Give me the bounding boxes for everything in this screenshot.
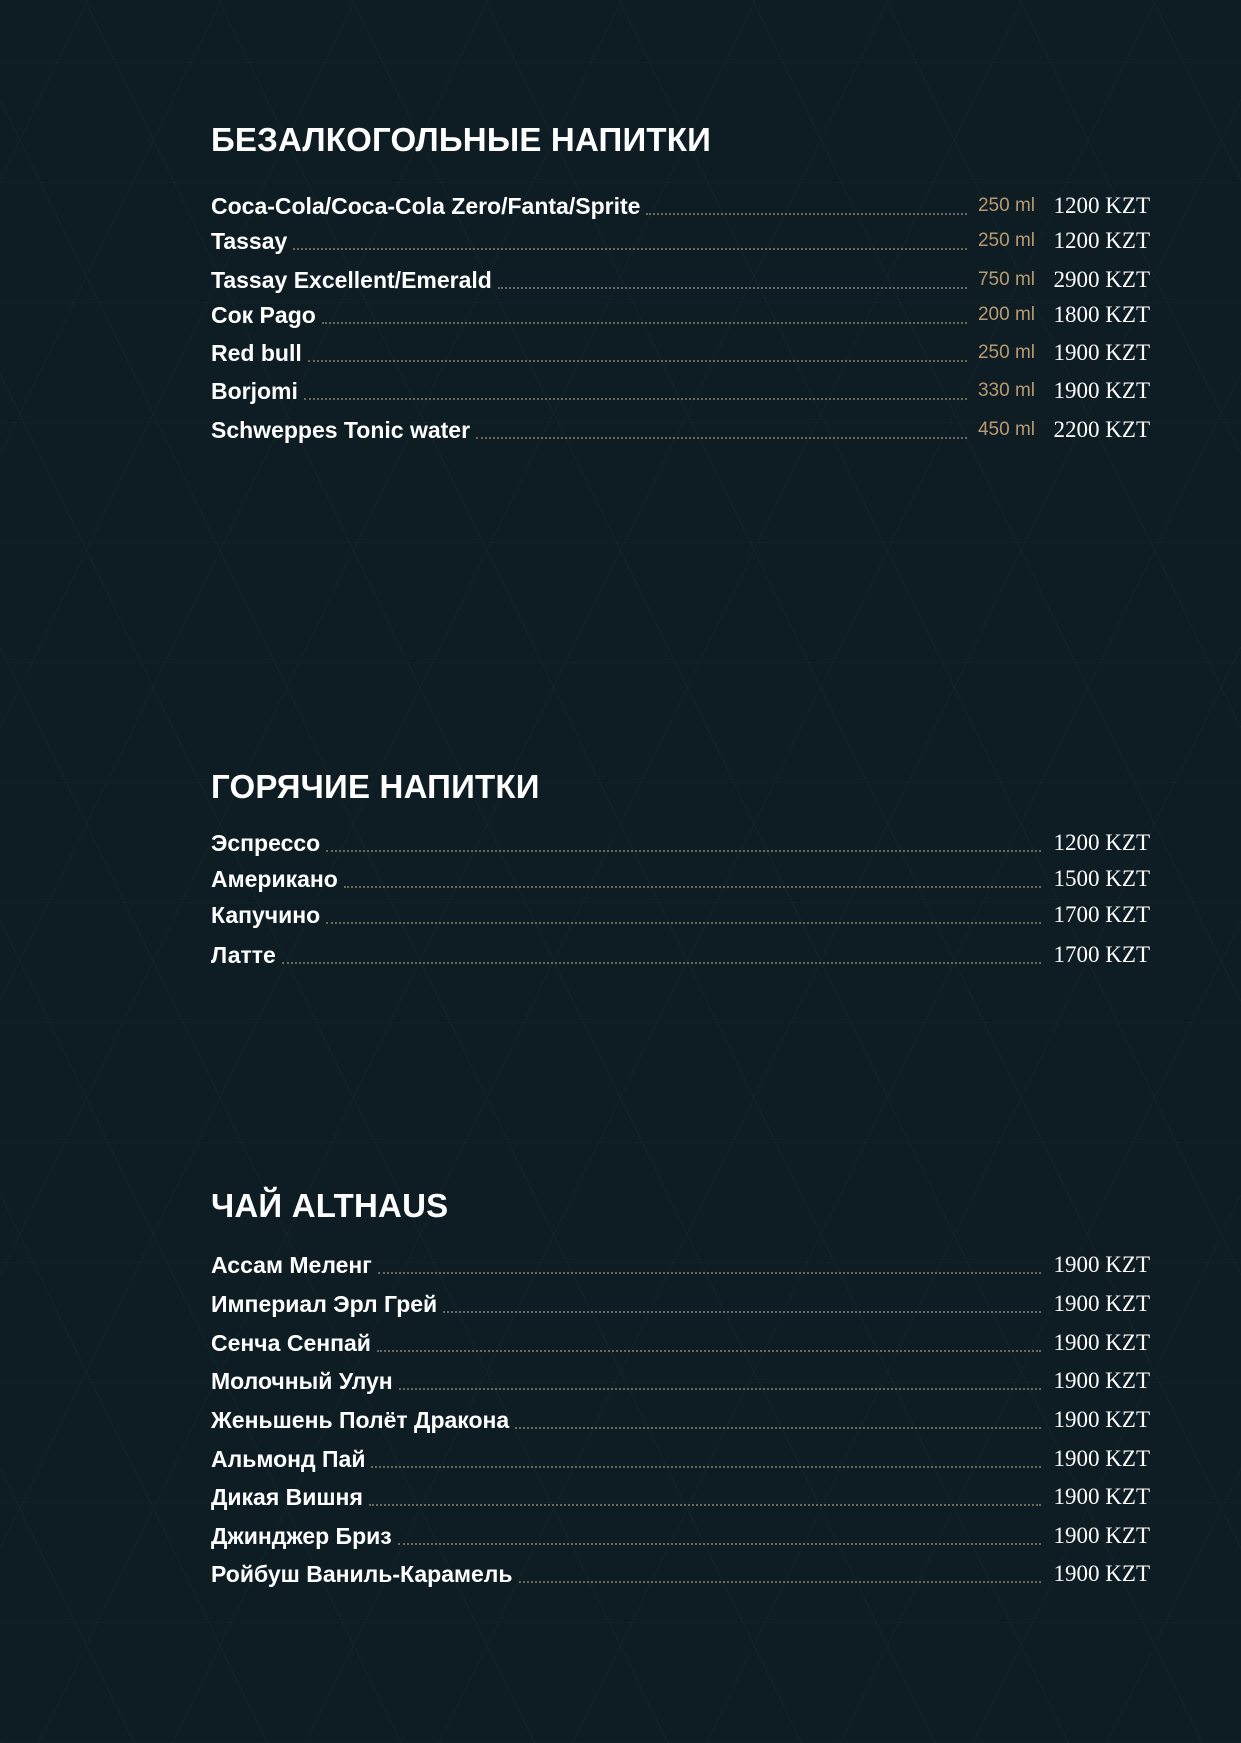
section-title: ЧАЙ ALTHAUS	[211, 1187, 449, 1224]
item-name: Coca-Cola/Coca-Cola Zero/Fanta/Sprite	[211, 193, 641, 219]
item-price: 1700 KZT	[1053, 942, 1150, 967]
menu-item	[211, 863, 1150, 893]
section-soft-drinks	[211, 120, 1150, 443]
menu-item	[211, 1327, 1150, 1357]
menu-item	[211, 1365, 1150, 1395]
menu-item	[211, 190, 1150, 220]
dotted-leader	[378, 1271, 1041, 1274]
menu-item	[211, 337, 1150, 367]
item-price: 2900 KZT	[1053, 267, 1150, 292]
item-volume: 750 ml	[977, 269, 1035, 290]
dotted-leader	[443, 1310, 1041, 1313]
menu-item	[211, 1288, 1150, 1318]
item-name: Borjomi	[211, 378, 298, 404]
section-title: ГОРЯЧИЕ НАПИТКИ	[211, 768, 540, 805]
item-volume: 250 ml	[977, 342, 1035, 363]
menu-item	[211, 375, 1150, 405]
dotted-leader	[646, 212, 967, 215]
item-price: 1900 KZT	[1053, 1368, 1150, 1393]
item-price: 1900 KZT	[1053, 1330, 1150, 1355]
item-price: 1700 KZT	[1053, 902, 1150, 927]
dotted-leader	[344, 885, 1041, 888]
dotted-leader	[308, 359, 967, 362]
item-price: 1900 KZT	[1053, 1407, 1150, 1432]
menu-item	[211, 414, 1150, 444]
item-price: 1900 KZT	[1053, 1446, 1150, 1471]
dotted-leader	[519, 1580, 1041, 1583]
item-name: Tassay Excellent/Emerald	[211, 267, 492, 293]
item-name: Дикая Вишня	[211, 1484, 363, 1510]
item-name: Альмонд Пай	[211, 1446, 366, 1472]
item-price: 1900 KZT	[1053, 1291, 1150, 1316]
item-name: Ройбуш Ваниль-Карамель	[211, 1561, 513, 1587]
dotted-leader	[326, 921, 1041, 924]
item-price: 1900 KZT	[1053, 1523, 1150, 1548]
item-name: Ассам Меленг	[211, 1252, 372, 1278]
item-price: 1900 KZT	[1053, 378, 1150, 403]
item-volume: 450 ml	[977, 419, 1035, 440]
item-price: 1200 KZT	[1053, 830, 1150, 855]
menu-item	[211, 939, 1150, 969]
menu-item	[211, 1249, 1150, 1279]
item-name: Tassay	[211, 228, 288, 254]
item-volume: 330 ml	[977, 380, 1035, 401]
item-name: Джинджер Бриз	[211, 1523, 392, 1549]
item-name: Женьшень Полёт Дракона	[211, 1407, 510, 1433]
dotted-leader	[498, 286, 967, 289]
item-price: 2200 KZT	[1053, 417, 1150, 442]
item-name: Эспрессо	[211, 830, 321, 856]
item-price: 1200 KZT	[1053, 193, 1150, 218]
section-title: БЕЗАЛКОГОЛЬНЫЕ НАПИТКИ	[211, 121, 711, 158]
menu-item	[211, 1558, 1150, 1588]
section-althaus-tea	[211, 1186, 1150, 1587]
dotted-leader	[293, 247, 967, 250]
item-price: 1900 KZT	[1053, 340, 1150, 365]
dotted-leader	[371, 1465, 1041, 1468]
item-volume: 250 ml	[977, 230, 1035, 251]
item-volume: 200 ml	[977, 304, 1035, 325]
item-name: Молочный Улун	[211, 1368, 393, 1394]
item-price: 1500 KZT	[1053, 866, 1150, 891]
menu-item	[211, 225, 1150, 255]
menu-item	[211, 1443, 1150, 1473]
dotted-leader	[304, 397, 967, 400]
dotted-leader	[399, 1387, 1041, 1390]
dotted-leader	[377, 1349, 1041, 1352]
menu-item	[211, 899, 1150, 929]
item-price: 1200 KZT	[1053, 228, 1150, 253]
dotted-leader	[476, 436, 967, 439]
item-volume: 250 ml	[977, 195, 1035, 216]
item-name: Red bull	[211, 340, 302, 366]
menu-item	[211, 827, 1150, 857]
item-name: Сенча Сенпай	[211, 1330, 371, 1356]
item-name: Schweppes Tonic water	[211, 417, 471, 443]
item-price: 1800 KZT	[1053, 302, 1150, 327]
section-hot-drinks	[211, 767, 1150, 968]
dotted-leader	[515, 1426, 1041, 1429]
item-price: 1900 KZT	[1053, 1252, 1150, 1277]
item-name: Американо	[211, 866, 338, 892]
dotted-leader	[326, 849, 1041, 852]
dotted-leader	[398, 1542, 1041, 1545]
dotted-leader	[282, 961, 1041, 964]
dotted-leader	[322, 321, 967, 324]
menu-item	[211, 1481, 1150, 1511]
item-name: Латте	[211, 942, 276, 968]
item-name: Капучино	[211, 902, 321, 928]
item-name: Сок Pago	[211, 302, 316, 328]
menu-item	[211, 1404, 1150, 1434]
menu-item	[211, 299, 1150, 329]
item-price: 1900 KZT	[1053, 1561, 1150, 1586]
menu-item	[211, 1520, 1150, 1550]
dotted-leader	[369, 1503, 1041, 1506]
item-price: 1900 KZT	[1053, 1484, 1150, 1509]
menu-item	[211, 264, 1150, 294]
item-name: Империал Эрл Грей	[211, 1291, 438, 1317]
